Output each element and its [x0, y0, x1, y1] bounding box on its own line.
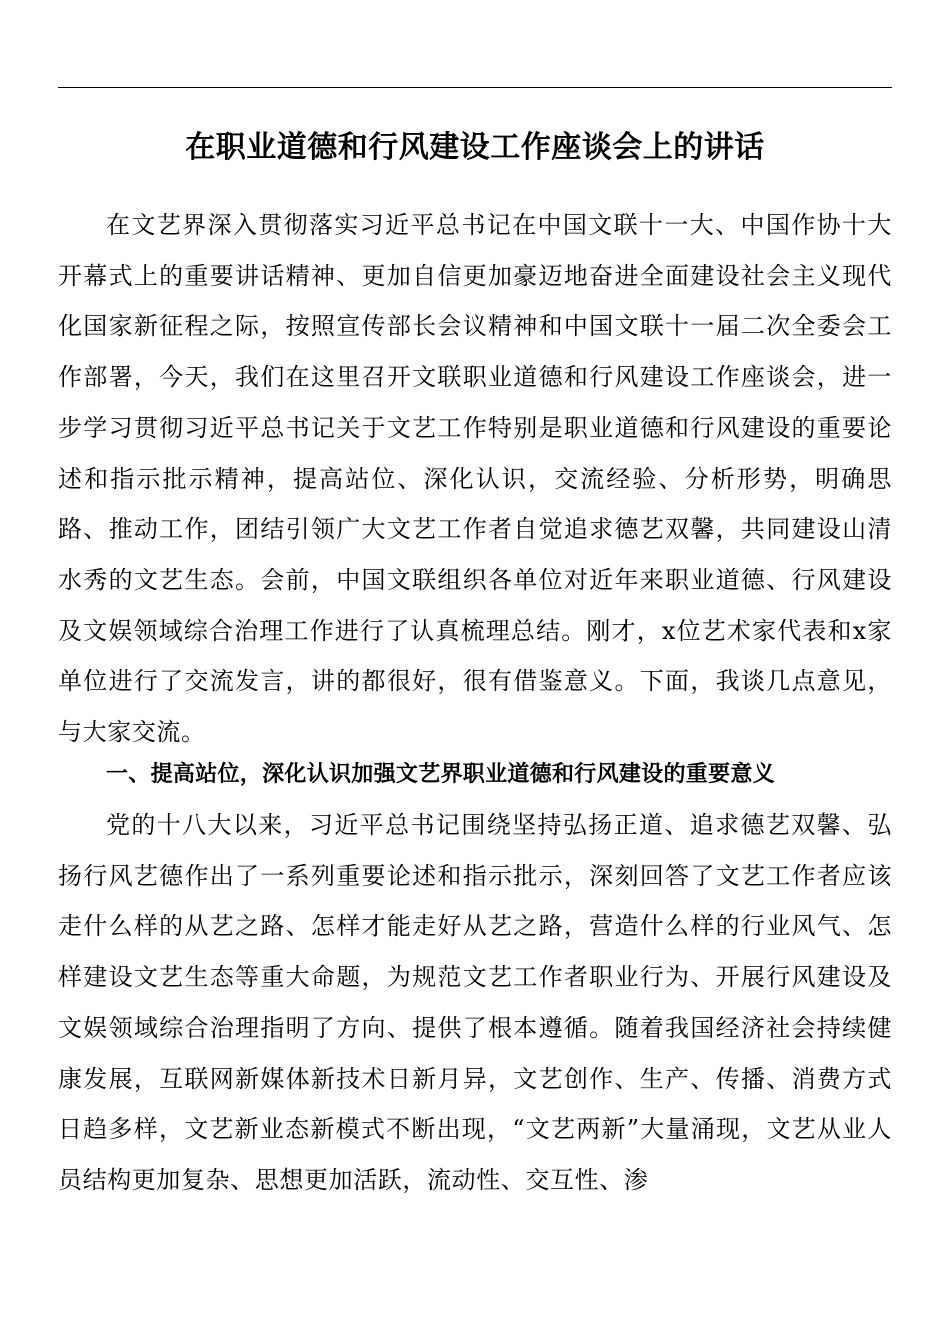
document-title: 在职业道德和行风建设工作座谈会上的讲话	[185, 130, 765, 165]
section-1-heading: 一、提高站位，深化认识加强文艺界职业道德和行风建设的重要意义	[106, 762, 776, 787]
intro-paragraph: 在文艺界深入贯彻落实习近平总书记在中国文联十一大、中国作协十大开幕式上的重要讲话精神、更加自信更加豪迈地奋进全面建设社会主义现代化国家新征程之际，按照宣传部长会议精神和中国文联十一届二次全委会工作部署，今天，我们在这里召开文联职业道德和行风建设工作座谈会，进一步学习贯彻习近平总书记关于文艺工作特别是职业道德和行风建设的重要论述和指示批示精神，提高站位、深化认识，交流经验、分析形势，明确思路、推动工作，团结引领广大文艺工作者自觉追求德艺双馨，共同建设山清水秀的文艺生态。会前，中国文联组织各单位对近年来职业道德、行风建设及文娱领域综合治理工作进行了认真梳理总结。刚才，x位艺术家代表和x家单位进行了交流发言，讲的都很好，很有借鉴意义。下面，我谈几点意见，与大家交流。	[58, 211, 892, 747]
header-rule	[58, 87, 892, 88]
section-1-paragraph: 党的十八大以来，习近平总书记围绕坚持弘扬正道、追求德艺双馨、弘扬行风艺德作出了一系列重要论述和指示批示，深刻回答了文艺工作者应该走什么样的从艺之路、怎样才能走好从艺之路，营造什么样的行业风气、怎样建设文艺生态等重大命题，为规范文艺工作者职业行为、开展行风建设及文娱领域综合治理指明了方向、提供了根本遵循。随着我国经济社会持续健康发展，互联网新媒体新技术日新月异，文艺创作、生产、传播、消费方式日趋多样，文艺新业态新模式不断出现，“文艺两新”大量涌现，文艺从业人员结构更加复杂、思想更加活跃，流动性、交互性、渗	[58, 811, 892, 1194]
